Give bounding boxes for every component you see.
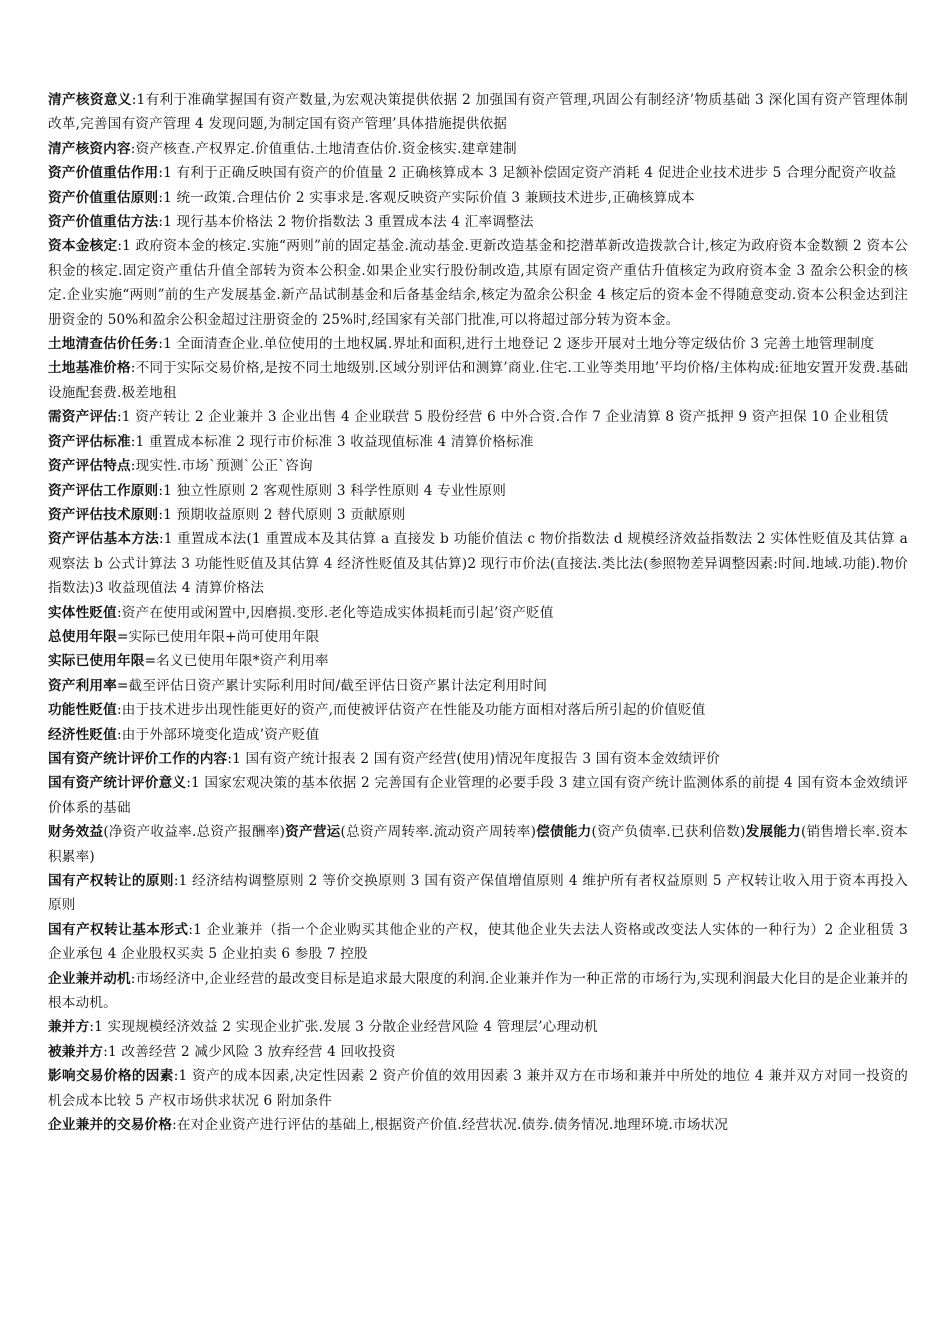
glossary-term: 发展能力 <box>745 824 801 841</box>
glossary-term: 清产核资内容 <box>48 140 131 157</box>
glossary-entry <box>48 1040 908 1064</box>
glossary-term: 土地基准价格 <box>48 360 131 377</box>
glossary-definition: :现实性.市场`预测`公正`咨询 <box>130 458 313 475</box>
glossary-term: 资产价值重估原则 <box>48 189 159 206</box>
glossary-entry <box>48 649 908 673</box>
glossary-entry <box>48 210 908 234</box>
glossary-term: 兼并方 <box>48 1019 90 1036</box>
glossary-entry <box>48 430 908 454</box>
glossary-entry <box>48 747 908 771</box>
glossary-term: 资本金核定 <box>48 238 118 255</box>
glossary-entry <box>48 405 908 429</box>
glossary-definition: :1 改善经营 2 减少风险 3 放弃经营 4 回收投资 <box>103 1043 396 1060</box>
glossary-definition: :不同于实际交易价格,是按不同土地级别.区域分别评估和测算’商业.住宅.工业等类用地’平均价格/主体构成:征地安置开发费.基础设施配套费.极差地租 <box>48 360 908 401</box>
glossary-term: 功能性贬值 <box>48 702 117 719</box>
glossary-entry <box>48 88 908 137</box>
glossary-definition: :1 经济结构调整原则 2 等价交换原则 3 国有资产保值增值原则 4 维护所有者权益原则 5 产权转让收入用于资本再投入原则 <box>48 873 908 914</box>
glossary-definition: (资产负债率.已获利倍数) <box>591 824 746 841</box>
glossary-definition: :1 企业兼并（指一个企业购买其他企业的产权，使其他企业失去法人资格或改变法人实体的一种行为）2 企业租赁 3 企业承包 4 企业股权买卖 5 企业拍卖 6 参股 7 控股 <box>48 921 908 963</box>
glossary-entry <box>48 771 908 820</box>
glossary-definition: :1 国有资产统计报表 2 国有资产经营(使用)情况年度报告 3 国有资本金效绩评价 <box>227 750 720 767</box>
glossary-definition: (净资产收益率.总资产报酬率) <box>103 824 286 841</box>
glossary-definition: :1 实现规模经济效益 2 实现企业扩张.发展 3 分散企业经营风险 4 管理层’心理动机 <box>89 1019 598 1036</box>
glossary-definition: :1 有利于正确反映国有资产的价值量 2 正确核算成本 3 足额补偿固定资产消耗 4 促进企业技术进步 5 合理分配资产收益 <box>158 165 897 182</box>
glossary-definition: :1 全面清查企业.单位使用的土地权属.界址和面积,进行土地登记 2 逐步开展对土地分等定级估价 3 完善土地管理制度 <box>158 336 875 353</box>
glossary-term: 财务效益 <box>48 824 104 841</box>
glossary-entry <box>48 503 908 527</box>
glossary-entry <box>48 234 908 332</box>
glossary-term: 资产评估基本方法 <box>48 531 159 548</box>
glossary-term: 企业兼并动机 <box>48 970 131 987</box>
glossary-term: 资产价值重估作用 <box>48 165 159 182</box>
glossary-definition: =名义已使用年限*资产利用率 <box>144 653 329 670</box>
glossary-term: 资产价值重估方法 <box>48 214 159 231</box>
glossary-term: 实体性贬值 <box>48 604 117 621</box>
glossary-term: 企业兼并的交易价格 <box>48 1117 173 1134</box>
glossary-definition: :资产在使用或闲置中,因磨损.变形.老化等造成实体损耗而引起’资产贬值 <box>116 604 554 621</box>
glossary-definition: :由于技术进步出现性能更好的资产,而使被评估资产在性能及功能方面相对落后所引起的价值贬值 <box>116 702 706 719</box>
glossary-term: 资产评估标准 <box>48 433 131 450</box>
glossary-definition: :1 独立性原则 2 客观性原则 3 科学性原则 4 专业性原则 <box>158 482 507 499</box>
glossary-entry <box>48 1113 908 1137</box>
glossary-entry <box>48 161 908 185</box>
glossary-entry <box>48 356 908 405</box>
glossary-term: 清产核资意义 <box>48 92 132 108</box>
glossary-definition: :1 现行基本价格法 2 物价指数法 3 重置成本法 4 汇率调整法 <box>158 214 534 231</box>
glossary-entry <box>48 332 908 356</box>
glossary-term: 国有资产统计评价工作的内容 <box>48 750 228 767</box>
glossary-definition: :市场经济中,企业经营的最改变目标是追求最大限度的利润.企业兼并作为一种正常的市场行为,实现利润最大化目的是企业兼并的根本动机。 <box>48 970 909 1012</box>
glossary-entry <box>48 869 908 918</box>
glossary-definition: :在对企业资产进行评估的基础上,根据资产价值.经营状况.债券.债务情况.地理环境.市场状况 <box>172 1117 729 1134</box>
glossary-entry <box>48 137 908 161</box>
glossary-definition: :1有利于准确掌握国有资产数量,为宏观决策提供依据 2 加强国有资产管理,巩固公有制经济’物质基础 3 深化国有资产管理体制改革,完善国有资产管理 4 发现问题,为制定国有资产管理’具体措施提供依据 <box>48 92 909 133</box>
glossary-term: 资产营运 <box>285 824 341 841</box>
glossary-definition: :1 资产的成本因素,决定性因素 2 资产价值的效用因素 3 兼并双方在市场和兼并中所处的地位 4 兼并双方对同一投资的机会成本比较 5 产权市场供求状况 6 附加条件 <box>48 1068 908 1109</box>
glossary-definition: :由于外部环境变化造成’资产贬值 <box>116 726 320 743</box>
glossary-definition: (总资产周转率.流动资产周转率) <box>340 824 537 841</box>
glossary-entry <box>48 527 908 600</box>
document-page <box>48 88 908 1137</box>
glossary-term: 被兼并方 <box>48 1043 104 1060</box>
glossary-term: 需资产评估 <box>48 409 117 426</box>
glossary-definition: =截至评估日资产累计实际利用时间/截至评估日资产累计法定利用时间 <box>116 677 548 694</box>
glossary-definition: :1 预期收益原则 2 替代原则 3 贡献原则 <box>158 506 406 523</box>
glossary-term: 实际已使用年限 <box>48 653 145 670</box>
glossary-term: 国有产权转让的原则 <box>48 873 174 889</box>
glossary-entry <box>48 454 908 478</box>
glossary-definition: :资产核查.产权界定.价值重估.土地清查估价.资金核实.建章建制 <box>130 140 517 157</box>
glossary-term: 影响交易价格的因素 <box>48 1068 174 1085</box>
glossary-term: 国有产权转让基本形式 <box>48 921 189 938</box>
glossary-term: 资产利用率 <box>48 677 117 694</box>
glossary-entry <box>48 601 908 625</box>
glossary-definition: (销售增长率.资本积累率) <box>48 824 908 865</box>
glossary-definition: :1 重置成本法(1 重置成本及其估算 a 直接发 b 功能价值法 c 物价指数法 d 规模经济效益指数法 2 实体性贬值及其估算 a 观察法 b 公式计算法 3 功能性贬值及其估算 4 经济性贬值及其估算)2 现行市价法(直接法.类比法(参照物差异调整因素:时间.地域.功能).物价指数法)3 收益现值法 4 清算价格法 <box>48 531 908 597</box>
glossary-entry <box>48 820 908 869</box>
glossary-term: 偿债能力 <box>536 824 592 841</box>
glossary-term: 土地清查估价任务 <box>48 336 159 353</box>
glossary-definition: =实际已使用年限+尚可使用年限 <box>116 628 320 645</box>
glossary-entry <box>48 674 908 698</box>
glossary-definition: :1 重置成本标准 2 现行市价标准 3 收益现值标准 4 清算价格标准 <box>130 433 534 450</box>
glossary-definition: :1 国家宏观决策的基本依据 2 完善国有企业管理的必要手段 3 建立国有资产统计监测体系的前提 4 国有资本金效绩评价体系的基础 <box>48 775 909 816</box>
glossary-entry <box>48 1015 908 1039</box>
glossary-definition: :1 统一政策.合理估价 2 实事求是.客观反映资产实际价值 3 兼顾技术进步,正确核算成本 <box>158 189 695 206</box>
glossary-entry <box>48 1064 908 1113</box>
glossary-definition: :1 政府资本金的核定.实施“两则”前的固定基金.流动基金.更新改造基金和挖潜革新改造拨款合计,核定为政府资本金数额 2 资本公积金的核定.固定资产重估升值全部转为资本公积金.如果企业实行股份制改造,其原有固定资产重估升值核定为政府资本金 3 盈余公积金的核定.企业实施“两则”前的生产发展基金.新产品试制基金和后备基金结余,核定为盈余公积金 4 核定后的资本金不得随意变动.资本公积金达到注册资金的 50%和盈余公积金超过注册资金的 25%时,经国家有关部门批准,可以将超过部分转为资本金。 <box>48 238 909 328</box>
glossary-term: 总使用年限 <box>48 628 117 645</box>
glossary-entry <box>48 698 908 722</box>
glossary-entry <box>48 479 908 503</box>
glossary-term: 经济性贬值 <box>48 726 117 743</box>
glossary-entry <box>48 918 908 967</box>
glossary-definition: :1 资产转让 2 企业兼并 3 企业出售 4 企业联营 5 股份经营 6 中外合资.合作 7 企业清算 8 资产抵押 9 资产担保 10 企业租赁 <box>116 409 889 426</box>
glossary-entry <box>48 967 908 1016</box>
glossary-term: 国有资产统计评价意义 <box>48 775 187 792</box>
glossary-term: 资产评估技术原则 <box>48 506 159 523</box>
glossary-term: 资产评估工作原则 <box>48 482 159 499</box>
glossary-entry <box>48 723 908 747</box>
glossary-entry <box>48 625 908 649</box>
glossary-entry <box>48 186 908 210</box>
glossary-term: 资产评估特点 <box>48 458 131 475</box>
